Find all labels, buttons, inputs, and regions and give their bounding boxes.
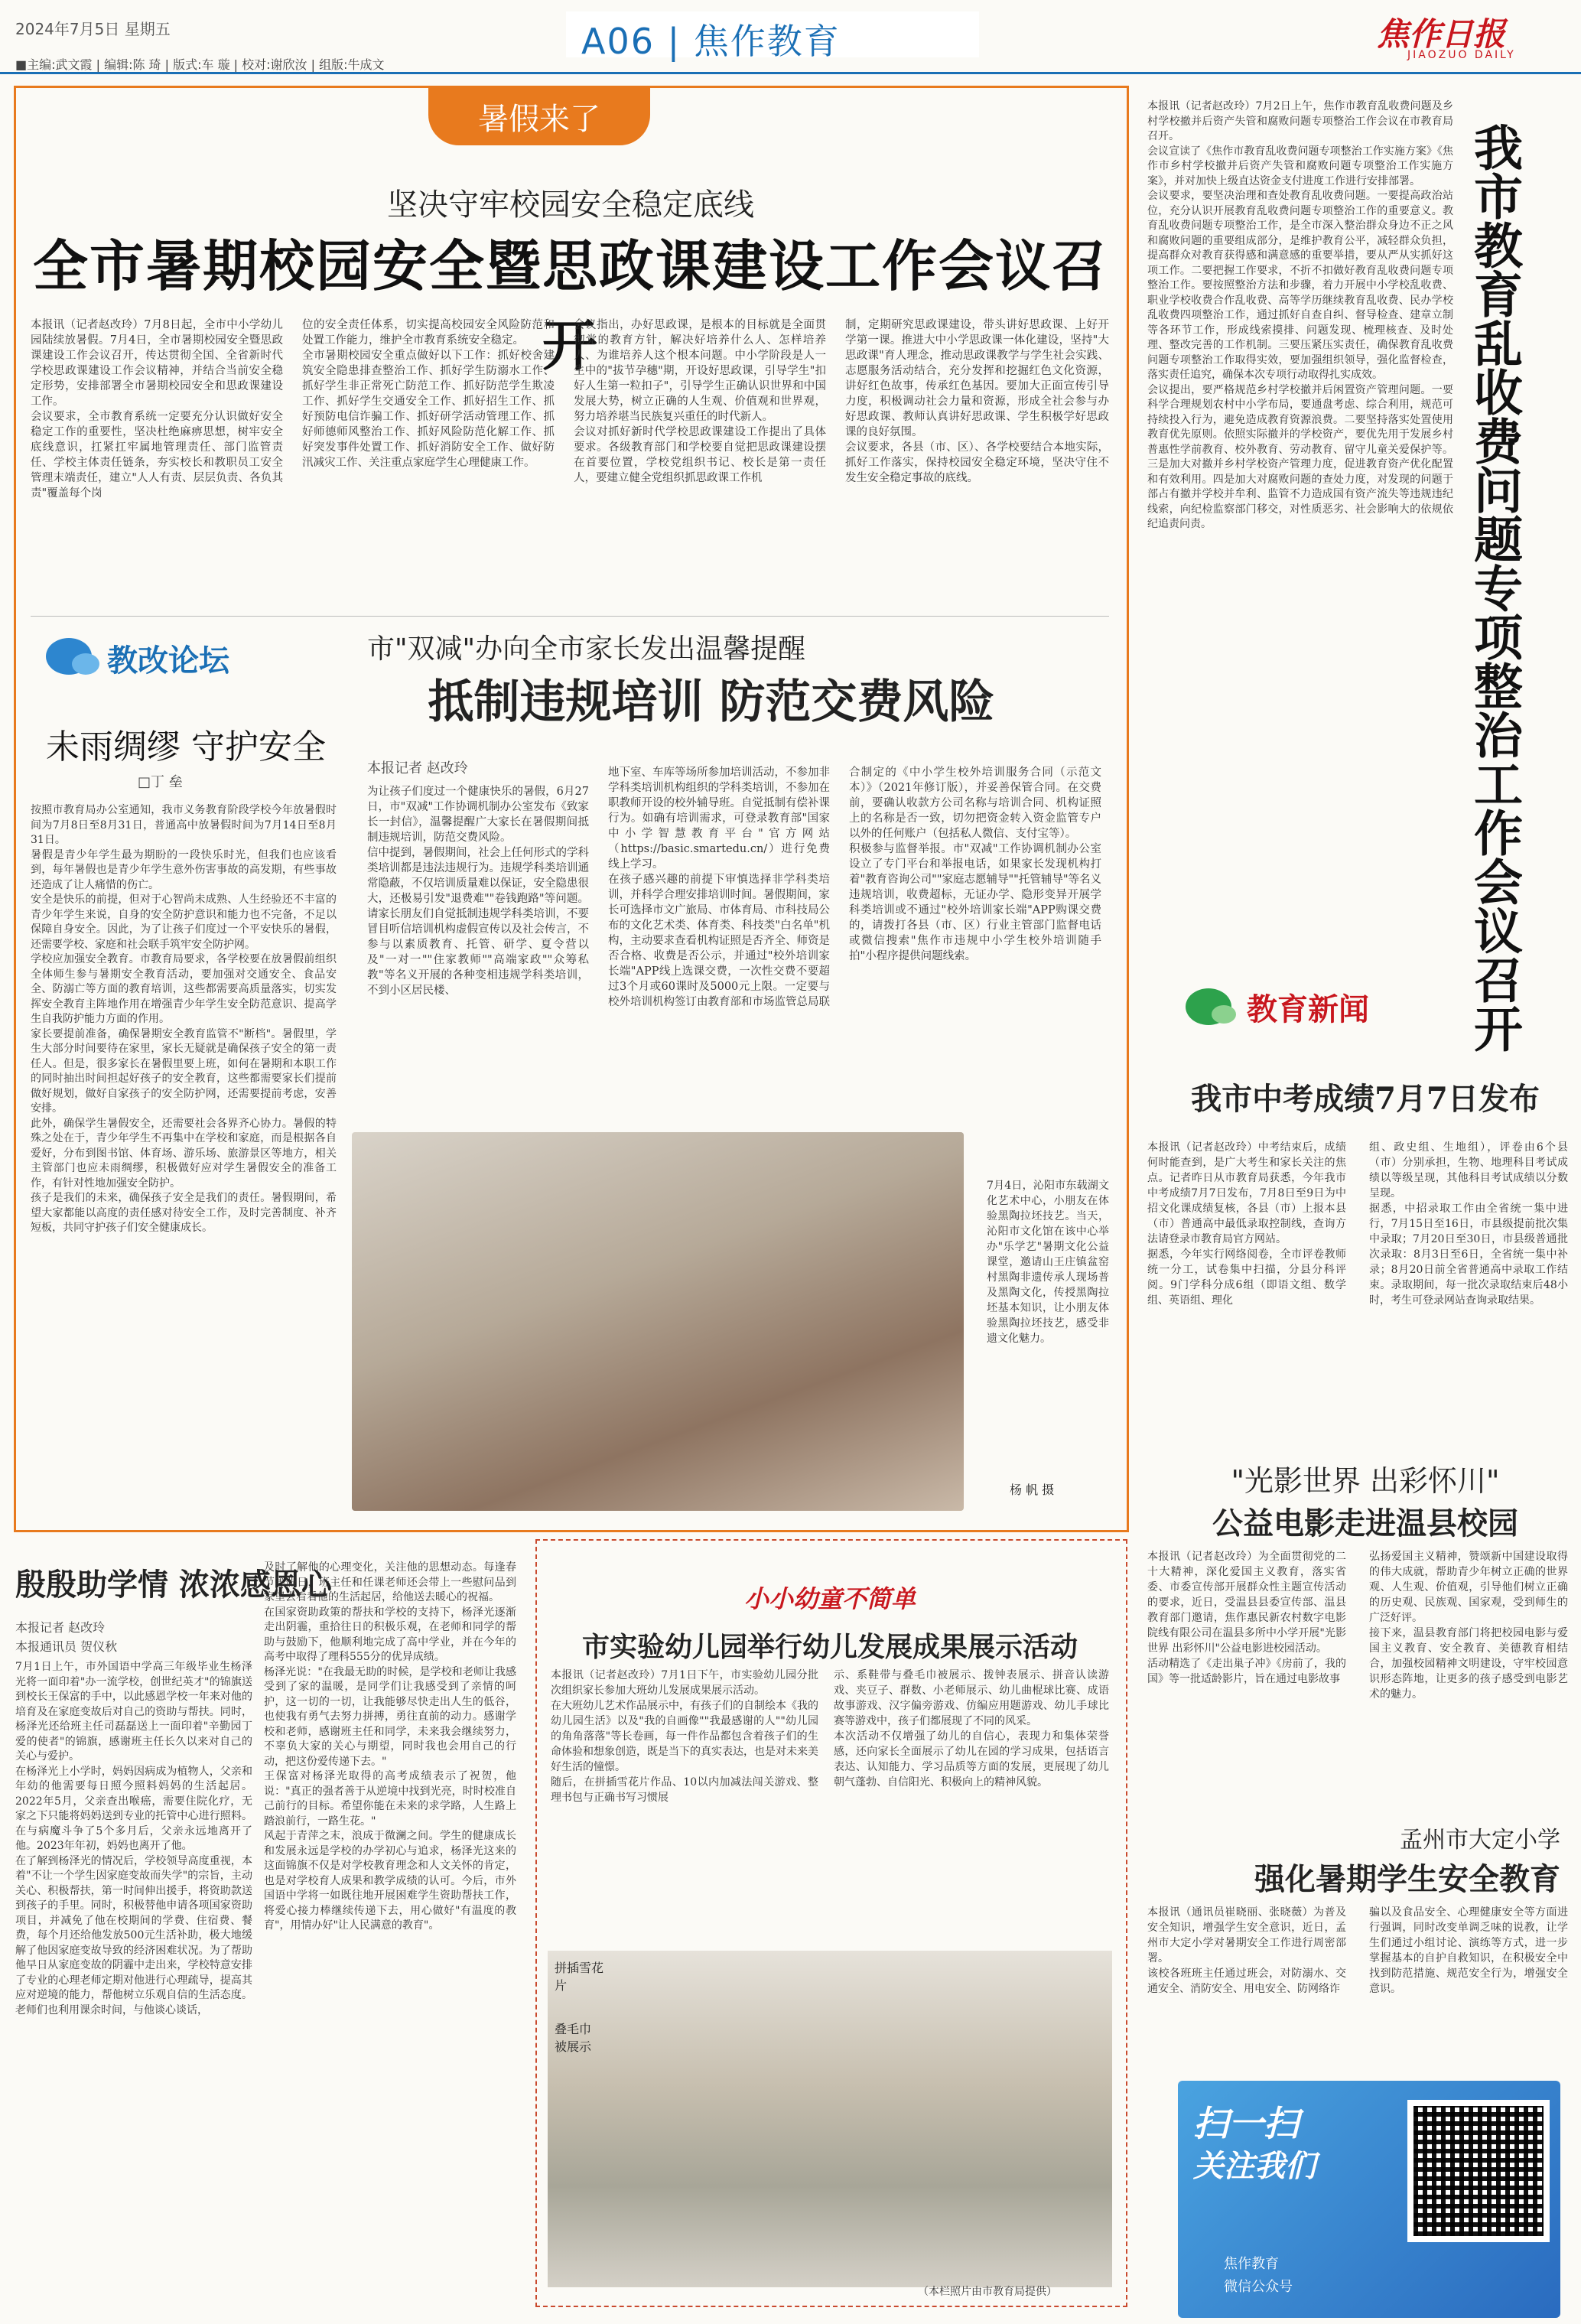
aid-column-1: 7月1日上午，市外国语中学高三年级毕业生杨泽光将一面印着"办一流学校，创世纪英才"的锦旗送到校长王保富的手中，以此感恩学校一年来对他的培育及在家庭变故后对自己的资助与帮扶。同时，杨泽光还给班主任司磊磊送上一面印着"辛勤园丁 爱的使者"的锦旗，感谢班主任长久以来对自己的关心与爱护。 在杨泽光上小学时，妈妈因病成为植物人，父亲和年幼的他需要每日照今照料妈妈的生活起居。2022年5月，父亲查出喉癌，需要住院化疗，无家之下只能将妈妈送到专业的托管中心进行照料。在与病魔斗争了5个多月后，父亲永远地离开了他。2023年年初，妈妈也离开了他。 在了解到杨泽光的情况后，学校领导高度重视，本着"不让一个学生因家庭变故而失学"的宗旨，主动关心、积极帮扶，第一时间伸出援手，将资助款送到孩子的手里。同时，积极替他申请各项国家资助项目，并减免了他在校期间的学费、住宿费、餐费，每个月还给他发放500元生活补助，极大地缓解了他因家庭变故导致的经济困难状况。为了帮助他早日从家庭变故的阴霾中走出来，学校特意安排了专业的心理老师定期对他进行心理疏导，提高其应对逆境的能力，帮他树立乐观自信的生活态度。老师们也利用课余时间，与他谈心谈话，: [15, 1661, 252, 2016]
follow-label: 关注我们: [1193, 2148, 1316, 2184]
notice-column-3: 合制定的《中小学生校外培训服务合同（示范文本）》（2021年修订版），并妥善保管合同。在交费前，要确认收款方公司名称与培训合同、机构证照上的名称是否一致，切勿把资金转入资金监管专户以外的任何账户（包括私人微信、支付宝等）。 积极参与监督举报。市"双减"工作协调机制办公室设立了专门平台和举报电话，如果家长发现机构打着"教育咨询公司""家庭志愿辅导""托管辅导"等名义违规培训，收费超标，无证办学、隐形变异开展学科类培训或不通过"校外培训家长端"APP购课交费的，请拨打各县（市、区）行业主管部门监督电话或微信搜索"焦作市违规中小学生校外培训随手拍"小程序提供问题线索。: [849, 767, 1102, 962]
issue-date: 2024年7月5日 星期五: [15, 20, 171, 38]
notice-byline: 本报记者 赵改玲: [367, 760, 468, 776]
kindergarten-column-1: 本报讯（记者赵改玲）7月1日下午，市实验幼儿园分批次组织家长参加大班幼儿发展成果展示活动。 在大班幼儿艺术作品展示中，有孩子们的自制绘本《我的幼儿园生活》以及"我的自画像""我最感谢的人""幼儿园的角角落落"等长卷画，每一件作品都包含着孩子们的生命体验和想象创造，既是当下的真实表达，也是对未来美好生活的憧憬。 随后，在拼插雪花片作品、10以内加减法闯关游戏、整理书包与正确书写习惯展: [551, 1669, 818, 1804]
mz-article-title: 强化暑期学生安全教育: [1254, 1861, 1560, 1897]
kindergarten-column-2: 示、系鞋带与叠毛巾被展示、拨钟表展示、拼音认读游戏、夹豆子、群数、小老师展示、幼儿曲棍球比赛、成语故事游戏、汉字偏旁游戏、仿编应用题游戏、幼儿手球比赛等游戏中，孩子们都展现了不同的风采。 本次活动不仅增强了幼儿的自信心，表现力和集体荣誉感，还向家长全面展示了幼儿在园的学习成果，包括语言表达、认知能力、学习品质等方面的发展，更展现了幼儿朝气蓬勃、自信阳光、积极向上的精神风貌。: [834, 1669, 1109, 1789]
film-article-subtitle: "光影世界 出彩怀川": [1231, 1464, 1500, 1498]
mz-column-2: 骗以及食品安全、心理健康安全等方面进行强调，同时改变单调乏味的说教，让学生们通过小组讨论、演练等方式，进一步掌握基本的自护自救知识，在积极安全中找到防范措施、规范安全行为，增强安全意识。: [1369, 1906, 1568, 1995]
main-article-column-4: 制，定期研究思政课建设，带头讲好思政课、上好开学第一课。推进大中小学思政课一体化建设，坚持"大思政课"育人理念，推动思政课教学与学生社会实践、志愿服务活动结合，充分发挥和挖掘红色文化资源，讲好红色故事，传承红色基因。要加大正面宣传引导力度，积极调动社会力量和资源，形成全社会参与办好思政课、教师认真讲好思政课、学生积极学好思政课的良好氛围。 会议要求，各县（市、区）、各学校要结合本地实际，抓好工作落实，保持校园安全稳定环境，坚决守住不发生安全稳定事故的底线。: [845, 319, 1109, 484]
kindergarten-photo: [548, 1951, 1112, 2287]
mz-column-1: 本报讯（通讯员崔晓丽、张晓薇）为普及安全知识，增强学生安全意识，近日，孟州市大定小学对暑期安全工作进行周密部署。 该校各班班主任通过班会，对防溺水、交通安全、消防安全、用电安全、防网络诈: [1147, 1906, 1346, 1995]
photo-credit: 杨 帆 摄: [1010, 1483, 1055, 1497]
aid-column-2: 及时了解他的心理变化，关注他的思想动态。每逢春节等假日，班主任和任课老师还会带上一些慰问品到家里去看看他的生活起居，给他送去暖心的祝福。 在国家资助政策的帮扶和学校的支持下，杨泽光逐渐走出阴霾，重拾往日的积极乐观，在老师和同学的帮助与鼓励下，他顺利地完成了高中学业，并在今年的高考中取得了理科555分的优异成绩。 杨泽光说："在我最无助的时候，是学校和老师让我感受到了家的温暖，是同学们让我感受到了亲情的呵护，这一切的一切，让我能够尽快走出人生的低谷，也使我有勇气去努力拼搏，勇往直前的动力。感谢学校和老师，感谢班主任和同学，未来我会继续努力，不辜负大家的关心与期望，同时我也会用自己的行动，把这份爱传递下去。" 王保富对杨泽光取得的高考成绩表示了祝贺，他说："真正的强者善于从逆境中找到光亮，时时校准自己前行的目标。希望你能在未来的求学路，人生路上踏浪前行，一路生花。" 风起于青萍之末，浪成于微澜之间。学生的健康成长和发展永远是学校的办学初心与追求，杨泽光这来的这面锦旗不仅是对学校教育理念和人文关怀的肯定，也是对学校育人成果和教学成绩的认可。今后，市外国语中学将一如既往地开展困难学生资助帮扶工作，将爱心接力棒继续传递下去，用心做好"有温度的教育"，用情办好"让人民满意的教育"。: [264, 1561, 516, 1932]
notice-column-2: 地下室、车库等场所参加培训活动，不参加非学科类培训机构组织的学科类培训，不参加在职教师开设的校外辅导班。自觉抵制有偿补课行为。如确有培训需求，可登录教育部"国家中小学智慧教育平台"官方网站（https://basic.smartedu.cn/）进行免费线上学习。 在孩子感兴趣的前提下审慎选择非学科类培训，并科学合理安排培训时间。暑假期间，家长可选择市文广旅局、市体育局、市科技局公布的文化艺术类、体育类、科技类"白名单"机构，主动要求查看机构证照是否齐全、师资是否合格、收费是否公示，并通过"校外培训家长端"APP线上选课交费，一次性交费不要超过3个月或60课时及5000元上限。一定要与校外培训机构签订由教育部和市场监管总局联: [608, 767, 830, 1008]
exam-column-2: 组、政史组、生地组），评卷由6个县（市）分别承担，生物、地理科目考试成绩以等级呈现，其他科目考试成绩以分数呈现。 据悉，中招录取工作由全省统一集中进行，7月15日至16日，市县级提前批次集中录取；7月20日至30日，市县级普通批次录取：8月3日至6日，全省统一集中补录；8月20日前全省普通高中录取工作结束。录取期间，每一批次录取结束后48小时，考生可登录网站查询录取结果。: [1369, 1141, 1568, 1307]
newspaper-logo-subtitle: JIAOZUO DAILY: [1407, 49, 1516, 61]
forum-badge-label: 教改论坛: [107, 643, 229, 679]
forum-article-body: 按照市教育局办公室通知，我市义务教育阶段学校今年放暑假时间为7月8日至8月31日，普通高中放暑假时间为7月14日至8月31日。 暑假是青少年学生最为期盼的一段快乐时光，但我们也应该看到，每年暑假也是青少年学生意外伤害事故的高发期，有些事故还造成了让人痛惜的伤亡。 安全是快乐的前提，但对于心智尚未成熟、人生经验还不丰富的青少年学生来说，自身的安全防护意识和能力也不完备，不足以保障自身安全。因此，为了让孩子们度过一个平安快乐的暑假，还需要学校、家庭和社会联手筑牢安全防护网。 学校应加强安全教育。市教育局要求，各学校要在放暑假前组织全体师生参与暑期安全教育活动，要加强对交通安全、食品安全、防溺亡等方面的教育培训，这些都需要高质量落实，切实发挥安全教育主阵地作用在增强青少年学生安全防范意识、提高学生自我防护能力方面的作用。 家长要提前准备，确保暑期安全教育监管不"断档"。暑假里，学生大部分时间要待在家里，家长无疑就是确保孩子安全的第一责任人。但是，很多家长在暑假里要上班，如何在暑期和本职工作的同时抽出时间担起好孩子的安全教育，这些都需要家长们提前做好规划，做好自家孩子的安全防护网，还需要提前考虑，安善安排。 此外，确保学生暑假安全，还需要社会各界齐心协力。暑假的特殊之处在于，青少年学生不再集中在学校和家庭，而是根据各自爱好，分布到图书馆、体育场、游乐场、旅游景区等地方，相关主管部门也应未雨绸缪，积极做好应对学生暑假安全的准备工作，有针对性地加强安全防护。 孩子是我们的未来，确保孩子安全是我们的责任。暑假期间，希望大家都能以高度的责任感对待安全工作，及时完善制度、补齐短板，共同守护孩子们安全健康成长。: [31, 804, 337, 1234]
main-article-subtitle: 坚决守牢校园安全稳定底线: [387, 187, 754, 223]
right-article-vertical-title: 我市教育乱收费问题专项整治工作会议召开: [1466, 122, 1523, 1053]
kindergarten-tag: 小小幼童不简单: [743, 1584, 916, 1613]
scan-label: 扫一扫: [1193, 2103, 1299, 2144]
main-article-title: 全市暑期校园安全暨思政课建设工作会议召开: [32, 233, 1108, 378]
mz-article-subtitle: 孟州市大定小学: [1400, 1827, 1560, 1854]
newspaper-logo: 焦作日报: [1377, 15, 1506, 53]
news-badge-label: 教育新闻: [1247, 991, 1369, 1027]
kindergarten-photo-credit: （本栏照片由市教育局提供）: [918, 2286, 1057, 2298]
pottery-photo: [352, 1132, 964, 1511]
aid-article-byline-1: 本报记者 赵改玲: [15, 1620, 106, 1635]
notice-title: 抵制违规培训 防范交费风险: [428, 675, 995, 729]
editor-credits: ■主编:武文霞 | 编辑:陈 琦 | 版式:车 璇 | 校对:谢欣汝 | 组版:牛成文: [15, 57, 385, 72]
main-article-column-1: 本报讯（记者赵改玲）7月8日起，全市中小学幼儿园陆续放暑假。7月4日，全市暑期校园安全暨思政课建设工作会议召开，传达贯彻全国、全省新时代学校思政课建设工作会议精神，并结合当前安全稳定形势，安排部署全市暑期校园安全和思政课建设工作。 会议要求，全市教育系统一定要充分认识做好安全稳定工作的重要性，坚决杜绝麻痹思想，树牢安全底线意识，扛紧扛牢属地管理责任、部门监管责任、学校主体责任链条，夯实校长和教职员工安全管理末端责任，建立"人人有责、层层负责、各负其责"覆盖每个岗: [31, 319, 283, 500]
main-article-column-2: 位的安全责任体系，切实提高校园安全风险防范和处置工作能力，维护全市教育系统安全稳定。 全市暑期校园安全重点做好以下工作：抓好校舍建筑安全隐患排查整治工作、抓好学生防溺水工作、抓好学生非正常死亡防范工作、抓好防范学生欺凌工作、抓好学生交通安全工作、抓好招生工作、抓好预防电信诈骗工作、抓好研学活动管理工作、抓好师德师风整治工作、抓好风险防范化解工作、抓好突发事件处置工作、抓好消防安全工作、做好防汛减灾工作、关注重点家庭学生心理健康工作。: [302, 319, 555, 469]
kindergarten-title: 市实验幼儿园举行幼儿发展成果展示活动: [581, 1631, 1078, 1663]
main-article-column-3: 会议指出，办好思政课，是根本的目标就是全面贯彻党的教育方针，解决好培养什么人、怎样培养人、为谁培养人这个根本问题。中小学阶段是人一生中的"拔节孕穗"期，开设好思政课，引导学生"扣好人生第一粒扣子"，引导学生正确认识世界和中国发展大势，树立正确的人生观、价值观和世界观，努力培养堪当民族复兴重任的时代新人。 会议对抓好新时代学校思政课建设工作提出了具体要求。各级教育部门和学校要自觉把思政课建设摆在首要位置，学校党组织书记、校长是第一责任人，要建立健全党组织抓思政课工作机: [574, 319, 826, 484]
film-column-1: 本报讯（记者赵改玲）为全面贯彻党的二十大精神，深化爱国主义教育，落实省委、市委宣传部开展群众性主题宣传活动的要求，近日，受温县县委宣传部、温县教育部门邀请，焦作惠民新农村数字电影院线有限公司在温县多所中小学开展"光影世界 出彩怀川"公益电影进校园活动。 活动精选了《走出巢子冲》《房前了，我的国》等一批适龄影片，旨在通过电影故事: [1147, 1551, 1346, 1685]
exam-article-title: 我市中考成绩7月7日发布: [1191, 1081, 1540, 1117]
notice-column-1: 为让孩子们度过一个健康快乐的暑假，6月27日，市"双减"工作协调机制办公室发布《致家长一封信》，温馨提醒广大家长在暑假期间抵制违规培训，防范交费风险。 信中提到，暑假期间，社会上任何形式的学科类培训都是违法违规行为。违规学科类培训通常隐蔽，不仅培训质量难以保证，安全隐患很大，还极易引发"退费难""卷钱跑路"等问题。请家长朋友们自觉抵制违规学科类培训，不要冒目听信培训机构虚假宣传以及社会传言，不参与以素质教育、托管、研学、夏令营以及"一对一""住家教师""高端家政""众筹私教"等名义开展的各种变相违规学科类培训，不到小区居民楼、: [367, 786, 589, 997]
forum-article-author: □丁 垒: [138, 774, 183, 790]
qr-caption-1: 焦作教育: [1224, 2256, 1279, 2272]
exam-column-1: 本报讯（记者赵改玲）中考结束后，成绩何时能查到，是广大考生和家长关注的焦点。记者昨日从市教育局获悉，今年我市中考成绩7月7日发布，7月8日至9日为中招文化课成绩复核，各县（市）上报本县（市）普通高中最低录取控制线，查询方法请登录市教育局官方网站。 据悉，今年实行网络阅卷，全市评卷教师统一分工，试卷集中扫描，分县分科评阅。9门学科分成6组（即语文组、数学组、英语组、理化: [1147, 1141, 1346, 1307]
photo-caption: 7月4日，沁阳市东载湖文化艺术中心，小朋友在体验黑陶拉坯技艺。当天，沁阳市文化馆在该中心举办"乐学艺"暑期文化公益课堂，邀请山王庄镇盆窑村黑陶非遗传承人现场普及黑陶文化，传授黑陶拉坯基本知识，让小朋友体验黑陶拉坯技艺，感受非遗文化魅力。: [987, 1180, 1109, 1345]
photo-label-2: 叠毛巾被展示: [555, 2022, 592, 2054]
aid-article-title: 殷殷助学情 浓浓感恩心: [15, 1567, 332, 1603]
page-number: A06 | 焦作教育: [581, 21, 841, 62]
right-article-body: 本报讯（记者赵改玲）7月2日上午，焦作市教育乱收费问题及乡村学校撤并后资产失管和腐败问题专项整治工作会议在市教育局召开。 会议宣读了《焦作市教育乱收费问题专项整治工作实施方案》《焦作市乡村学校撤并后资产失管和腐败问题专项整治工作实施方案》，并对加快上级直达资金支付进度工作进行安排部署。 会议要求，要坚决治理和查处教育乱收费问题。一要提高政治站位，充分认识开展教育乱收费问题专项整治工作的重要意义。教育乱收费问题专项整治工作，是全市深入整治群众身边不正之风和腐败问题的重要组成部分，是维护教育公平，减轻群众负担，提高群众对教育获得感和满意感的重要举措，要从严从实抓好这项工作。二要把握工作要求，不折不扣做好教育乱收费问题专项整治工作。要按照整治方法和步骤，着力开展中小学校乱收费、职业学校收费合作乱收费、高等学历继续教育乱收费、民办学校乱收费四项整治工作，通过抓好自查自纠、督导检查、建章立制等各环节工作，形成线索摸排、问题发现、梳理核查、及时处理、整改完善的工作机制。三要压紧压实责任，确保教育乱收费问题专项整治工作取得实效，要加强组织领导，强化监督检查，落实责任追究，确保本次专项行动取得扎实成效。 会议提出，要严格规范乡村学校撤并后闲置资产管理问题。一要科学合理规划农村中小学布局，要通盘考虑、综合利用，规范可持续投入行为，避免造成教育资源浪费。二要坚持落实处置使用教育优先原则。依照实际撤并的学校资产，要优先用于发展乡村普惠性学前教育、校外教育、劳动教育、留守儿童关爱保护等。三是加大对撤并乡村学校资产管理力度，促进教育资产优化配置和有效利用。四是加大对腐败问题的查处力度，对发现的问题于部占有撤并学校并牟利、监管不力造成国有资产流失等违规违纪线索，向纪检监察部门移交，对性质恶劣、社会影响大的依规依纪追责问责。: [1147, 100, 1453, 530]
qr-caption-2: 微信公众号: [1224, 2279, 1293, 2295]
notice-subtitle: 市"双减"办向全市家长发出温馨提醒: [367, 633, 806, 665]
section-divider: [31, 616, 1109, 617]
forum-article-title: 未雨绸缪 守护安全: [46, 727, 326, 767]
film-article-title: 公益电影走进温县校园: [1212, 1505, 1518, 1541]
header-rule: [0, 72, 1581, 74]
wechat-qr-code[interactable]: [1407, 2100, 1550, 2242]
aid-article-byline-2: 本报通讯员 贺仪秋: [15, 1639, 118, 1654]
film-column-2: 弘扬爱国主义精神，赞颂新中国建设取得的伟大成就，帮助青少年树立正确的世界观、人生观、价值观，引导他们树立正确的历史观、民族观、国家观，受到师生的广泛好评。 接下来，温县教育部门将把校园电影与爱国主义教育、安全教育、美德教育相结合，加强校园精神文明建设，守牢校园意识形态阵地，让更多的孩子感受到电影艺术的魅力。: [1369, 1551, 1568, 1701]
section-banner-label: 暑假来了: [478, 102, 600, 137]
photo-label-1: 拼插雪花片: [555, 1961, 604, 1993]
